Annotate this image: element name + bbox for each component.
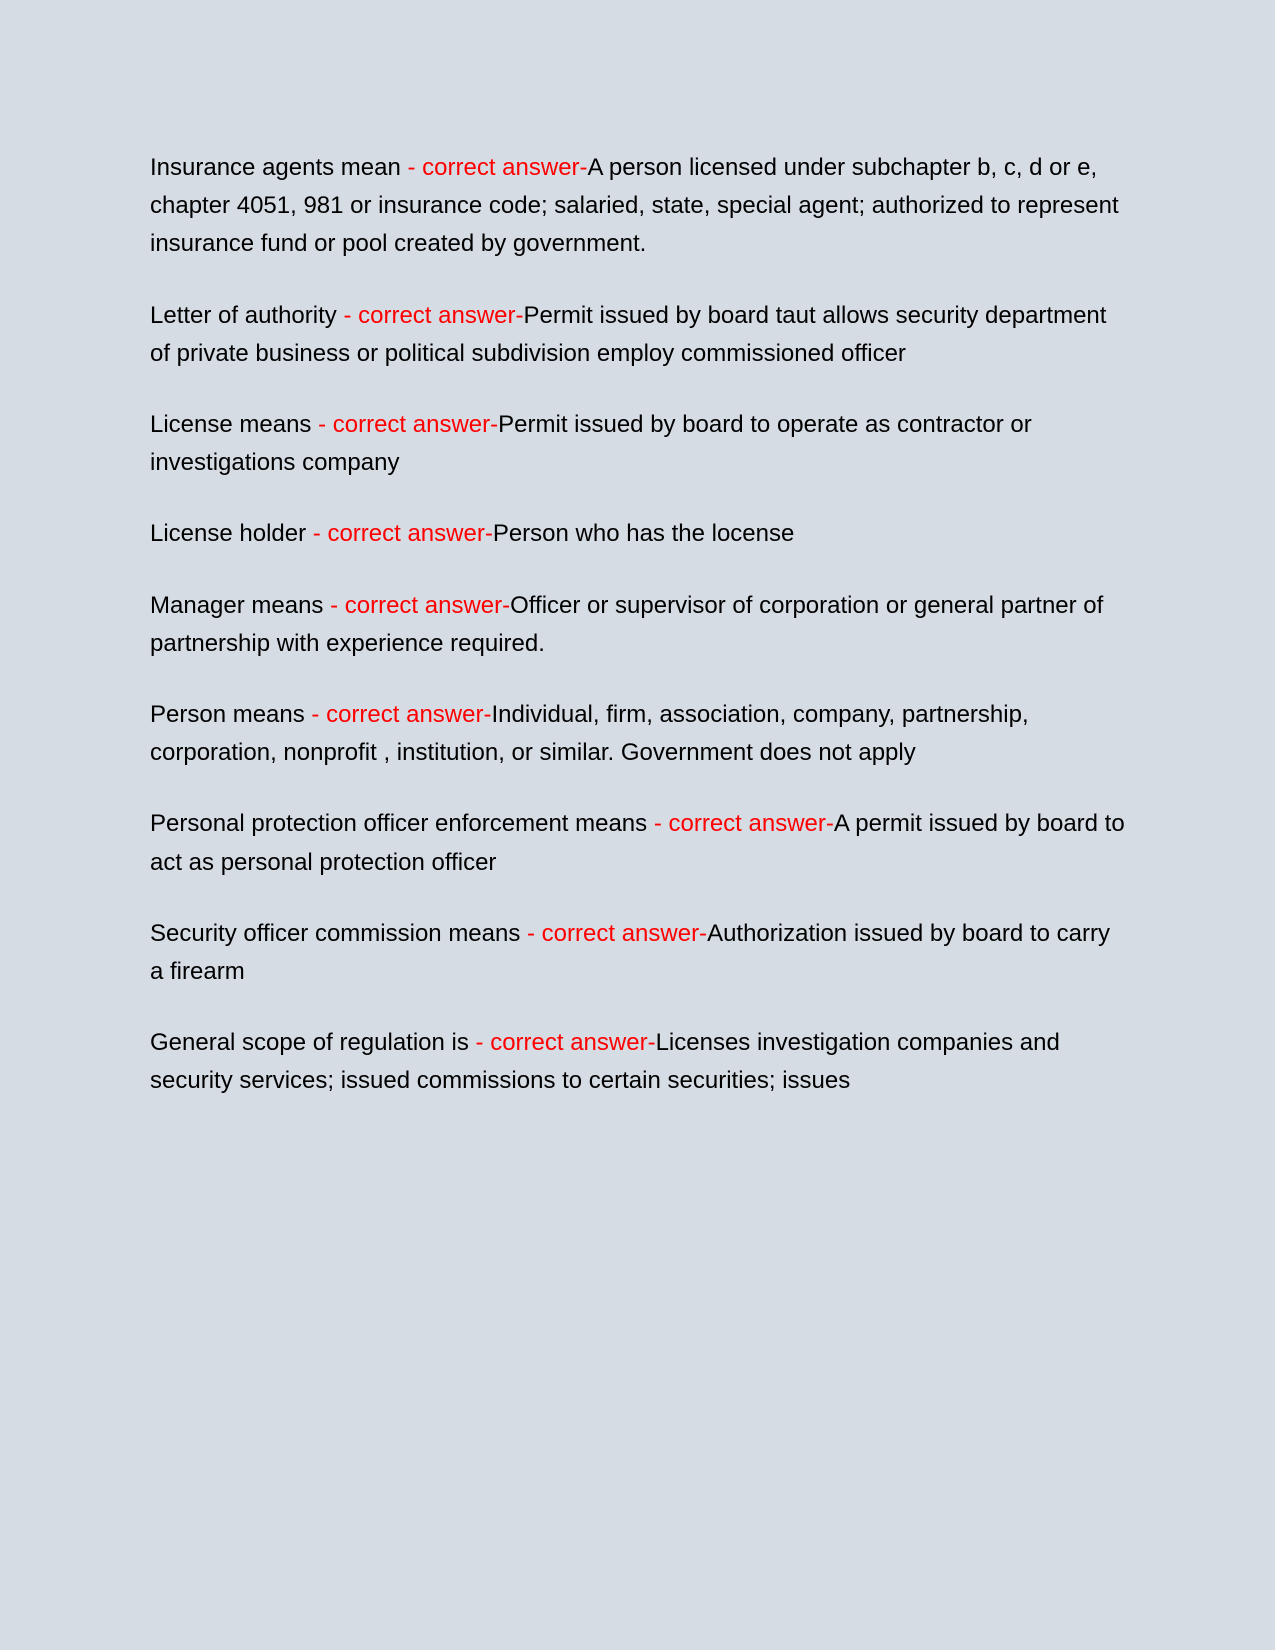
entry-definition: Authorization issued by board to carry a firearm bbox=[150, 919, 1110, 986]
qa-entry-personal-protection-officer bbox=[150, 805, 1125, 881]
entry-definition: A permit issued by board to act as personal protection officer bbox=[150, 810, 1125, 876]
entry-definition: A person licensed under subchapter b, c, d or e, chapter 4051, 981 or insurance code; salaried, state, special agent; authorized to represent insurance fund or pool created by government. bbox=[150, 154, 1119, 258]
entry-definition: Licenses investigation companies and security services; issued commissions to certain securities; issues bbox=[150, 1029, 1060, 1095]
entry-term: Insurance agents mean bbox=[150, 154, 408, 181]
entry-definition: Permit issued by board taut allows security department of private business or political subdivision employ commissioned officer bbox=[150, 301, 1107, 367]
qa-entry-license-means bbox=[150, 406, 1125, 482]
qa-entry-person-means bbox=[150, 696, 1125, 772]
qa-entry-manager-means bbox=[150, 587, 1125, 663]
entry-term: General scope of regulation is bbox=[150, 1029, 476, 1057]
entry-separator: - correct answer- bbox=[312, 520, 493, 548]
qa-entry-security-officer-commission bbox=[150, 915, 1125, 991]
entry-term: Person means bbox=[150, 701, 312, 729]
entry-definition: Person who has the locense bbox=[492, 520, 795, 548]
entry-separator: - correct answer- bbox=[311, 701, 492, 729]
entry-term: Manager means bbox=[150, 591, 331, 619]
qa-entry-license-holder bbox=[150, 515, 1125, 553]
entry-separator: - correct answer- bbox=[318, 411, 499, 439]
entry-separator: - correct answer- bbox=[653, 810, 834, 838]
entry-term: License means bbox=[150, 411, 319, 439]
entry-separator: - correct answer- bbox=[407, 154, 588, 181]
entry-separator: - correct answer- bbox=[475, 1029, 656, 1057]
entry-term: Personal protection officer enforcement means bbox=[150, 810, 654, 838]
qa-entry-insurance-agents bbox=[150, 149, 1125, 264]
entry-separator: - correct answer- bbox=[330, 591, 511, 619]
qa-entry-letter-of-authority bbox=[150, 297, 1125, 373]
entry-definition: Individual, firm, association, company, partnership, corporation, nonprofit , institution, or similar. Government does not apply bbox=[150, 701, 1029, 767]
entry-term: License holder bbox=[150, 520, 313, 548]
entry-term: Letter of authority bbox=[150, 301, 344, 329]
qa-entry-general-scope bbox=[150, 1024, 1125, 1100]
entry-definition: Officer or supervisor of corporation or general partner of partnership with experience required. bbox=[150, 591, 1104, 657]
entry-term: Security officer commission means bbox=[150, 919, 528, 947]
entry-definition: Permit issued by board to operate as contractor or investigations company bbox=[150, 411, 1032, 477]
entry-separator: - correct answer- bbox=[343, 301, 524, 329]
entry-separator: - correct answer- bbox=[527, 919, 708, 947]
